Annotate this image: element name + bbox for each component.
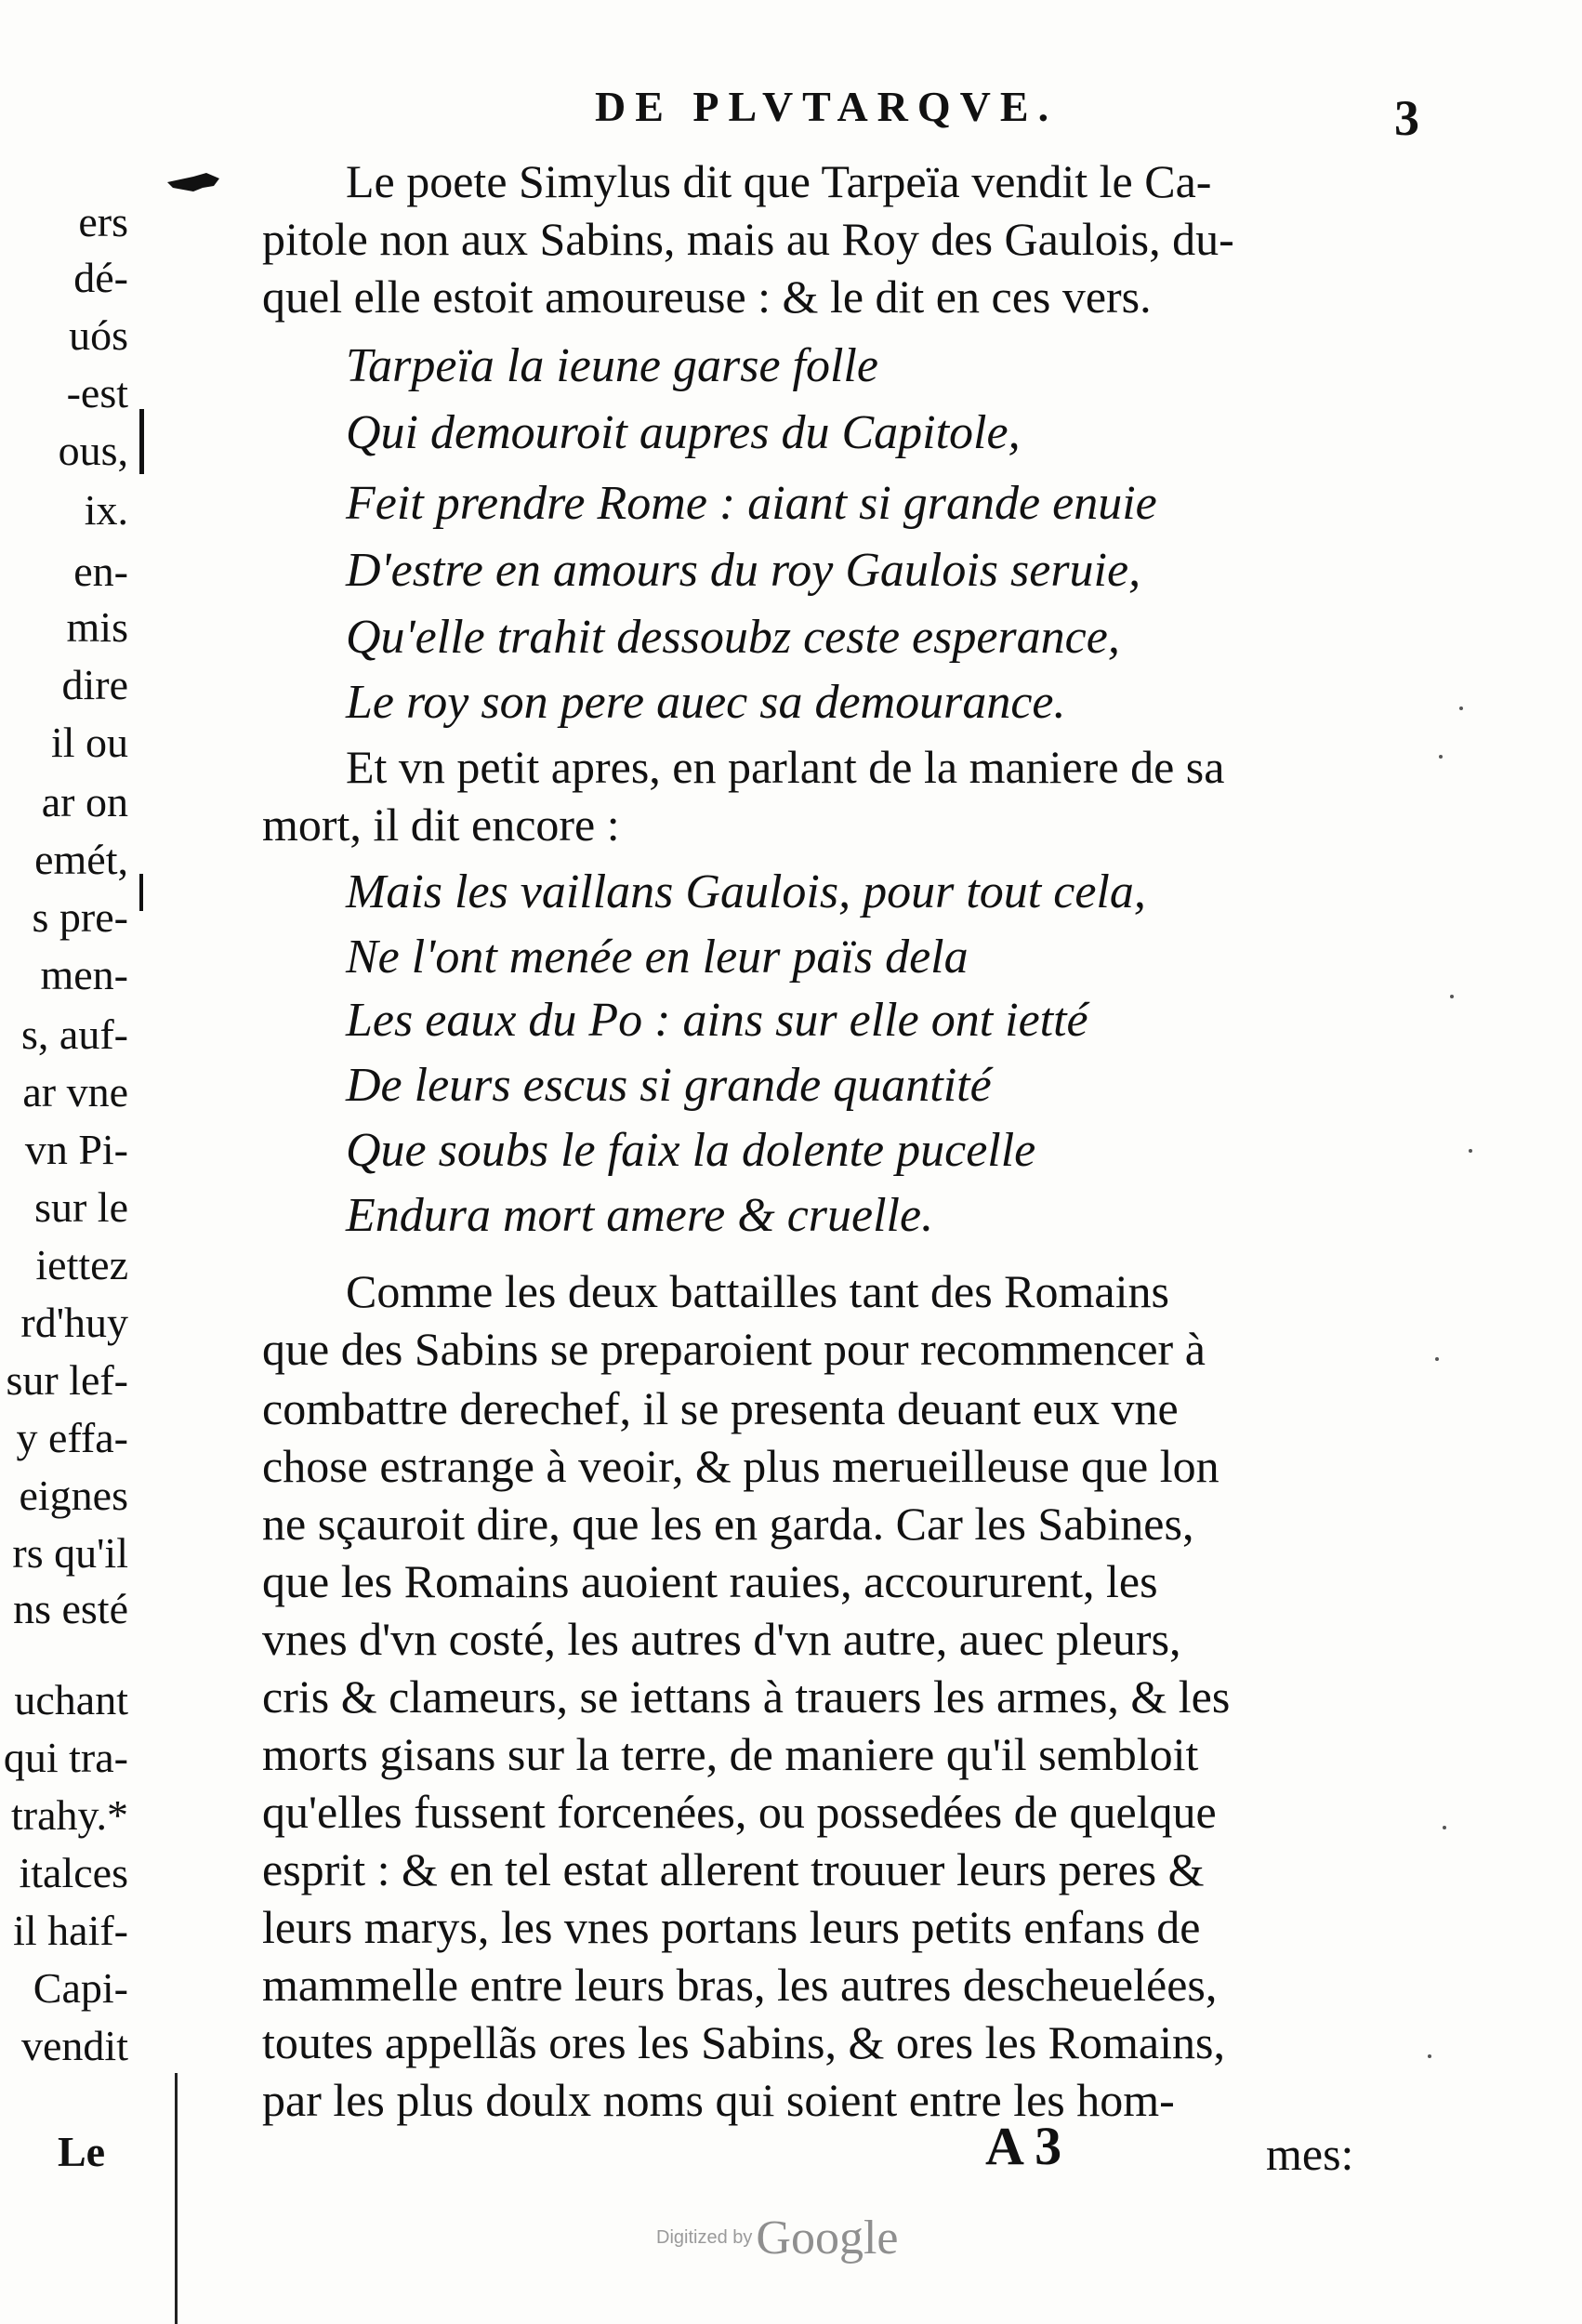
text-line: que les Romains auoient rauies, accoururent, les bbox=[262, 1555, 1158, 1607]
ink-speck bbox=[1459, 706, 1463, 710]
text-line: que des Sabins se preparoient pour recommencer à bbox=[262, 1323, 1206, 1375]
facing-fragment: vn Pi- bbox=[24, 1126, 128, 1173]
facing-fragment: s, auf- bbox=[21, 1010, 128, 1058]
facing-fragment: rs qu'il bbox=[12, 1529, 128, 1577]
verse-line: Les eaux du Po : ains sur elle ont ietté bbox=[346, 994, 1088, 1047]
text-line: esprit : & en tel estat allerent trouuer leurs peres & bbox=[262, 1843, 1205, 1895]
verse-line: Qui demouroit aupres du Capitole, bbox=[346, 406, 1021, 459]
catchword: mes: bbox=[1266, 2128, 1354, 2180]
ink-speck bbox=[1450, 995, 1454, 998]
facing-fragment: eignes bbox=[19, 1472, 128, 1519]
text-line: morts gisans sur la terre, de maniere qu'il sembloit bbox=[262, 1728, 1199, 1780]
verse-line: Endura mort amere & cruelle. bbox=[346, 1189, 934, 1242]
verse-line: Que soubs le faix la dolente pucelle bbox=[346, 1124, 1036, 1177]
google-logo: Google bbox=[756, 2212, 899, 2265]
text-line: par les plus doulx noms qui soient entre les hom- bbox=[262, 2074, 1175, 2126]
facing-fragment: Capi- bbox=[33, 1964, 128, 2012]
ink-speck bbox=[1435, 1357, 1439, 1361]
facing-fragment: ix. bbox=[84, 486, 128, 534]
facing-fragment: trahy.* bbox=[10, 1791, 128, 1839]
signature-mark: A 3 bbox=[985, 2116, 1062, 2176]
facing-fragment: sur le bbox=[34, 1183, 128, 1231]
verse-line: Mais les vaillans Gaulois, pour tout cela, bbox=[346, 865, 1146, 918]
facing-fragment: uchant bbox=[14, 1676, 128, 1723]
facing-fragment: ar on bbox=[41, 778, 128, 825]
facing-fragment: ous, bbox=[58, 427, 128, 474]
facing-fragment: emét, bbox=[34, 836, 128, 883]
facing-fragment: en- bbox=[73, 548, 128, 595]
text-line: mammelle entre leurs bras, les autres descheuelées, bbox=[262, 1959, 1218, 2011]
binding-rule bbox=[175, 2073, 178, 2324]
facing-fragment: vendit bbox=[21, 2022, 128, 2069]
text-line: quel elle estoit amoureuse : & le dit en ces vers. bbox=[262, 271, 1152, 323]
text-line: leurs marys, les vnes portans leurs petits enfans de bbox=[262, 1901, 1201, 1953]
running-head: DE PLVTARQVE. bbox=[595, 83, 1059, 130]
verse-line: De leurs escus si grande quantité bbox=[346, 1059, 992, 1112]
text-line: qu'elles fussent forcenées, ou possedées de quelque bbox=[262, 1786, 1217, 1838]
text-line: ne sçauroit dire, que les en garda. Car les Sabines, bbox=[262, 1498, 1194, 1550]
facing-fragment: dire bbox=[61, 661, 128, 708]
facing-fragment: ers bbox=[78, 198, 128, 245]
facing-fragment: ns esté bbox=[13, 1585, 128, 1632]
ink-speck bbox=[1439, 755, 1443, 759]
facing-fragment: dé- bbox=[73, 254, 128, 301]
facing-fragment: mis bbox=[66, 603, 128, 651]
facing-fragment: -est bbox=[66, 369, 128, 416]
manicule-icon bbox=[165, 165, 221, 199]
ink-speck bbox=[1469, 1149, 1472, 1153]
digitized-by-text: Digitized by bbox=[656, 2227, 753, 2248]
facing-fragment: men- bbox=[40, 951, 128, 998]
verse-line: Ne l'ont menée en leur païs dela bbox=[346, 931, 969, 984]
text-line: pitole non aux Sabins, mais au Roy des Gaulois, du- bbox=[262, 213, 1234, 265]
gutter-mark bbox=[139, 874, 143, 911]
text-line: vnes d'vn costé, les autres d'vn autre, auec pleurs, bbox=[262, 1613, 1181, 1665]
facing-fragment: italces bbox=[19, 1849, 128, 1896]
text-line: toutes appellãs ores les Sabins, & ores les Romains, bbox=[262, 2016, 1225, 2068]
verse-line: Tarpeïa la ieune garse folle bbox=[346, 339, 878, 392]
facing-fragment: il haif- bbox=[13, 1907, 128, 1954]
text-line: Et vn petit apres, en parlant de la maniere de sa bbox=[346, 741, 1225, 793]
facing-fragment: ar vne bbox=[22, 1068, 128, 1116]
facing-fragment: qui tra- bbox=[3, 1734, 128, 1781]
text-line: combattre derechef, il se presenta deuant eux vne bbox=[262, 1382, 1179, 1434]
facing-fragment: s pre- bbox=[32, 893, 128, 941]
facing-catchword: Le bbox=[58, 2128, 106, 2175]
facing-fragment: il ou bbox=[50, 719, 128, 766]
verse-line: Feit prendre Rome : aiant si grande enuie bbox=[346, 477, 1157, 530]
ink-speck bbox=[1443, 1826, 1446, 1829]
ink-speck bbox=[1428, 2054, 1431, 2058]
digitized-footer bbox=[656, 2211, 898, 2265]
text-line: Le poete Simylus dit que Tarpeïa vendit le Ca- bbox=[346, 155, 1212, 207]
text-line: cris & clameurs, se iettans à trauers les armes, & les bbox=[262, 1670, 1231, 1723]
facing-fragment: sur lef- bbox=[6, 1356, 128, 1404]
verse-line: Le roy son pere auec sa demourance. bbox=[346, 676, 1066, 729]
facing-page-stub bbox=[0, 0, 149, 2324]
verse-line: D'estre en amours du roy Gaulois seruie, bbox=[346, 544, 1141, 597]
text-line: Comme les deux battailles tant des Romains bbox=[346, 1265, 1169, 1317]
verse-line: Qu'elle trahit dessoubz ceste esperance, bbox=[346, 611, 1120, 664]
facing-fragment: iettez bbox=[35, 1241, 128, 1288]
text-line: mort, il dit encore : bbox=[262, 799, 620, 851]
text-line: chose estrange à veoir, & plus merueilleuse que lon bbox=[262, 1440, 1219, 1492]
facing-fragment: uós bbox=[69, 311, 128, 359]
facing-fragment: rd'huy bbox=[20, 1299, 128, 1346]
gutter-mark bbox=[139, 409, 144, 474]
facing-fragment: y effa- bbox=[16, 1414, 128, 1461]
page-number: 3 bbox=[1394, 90, 1419, 146]
